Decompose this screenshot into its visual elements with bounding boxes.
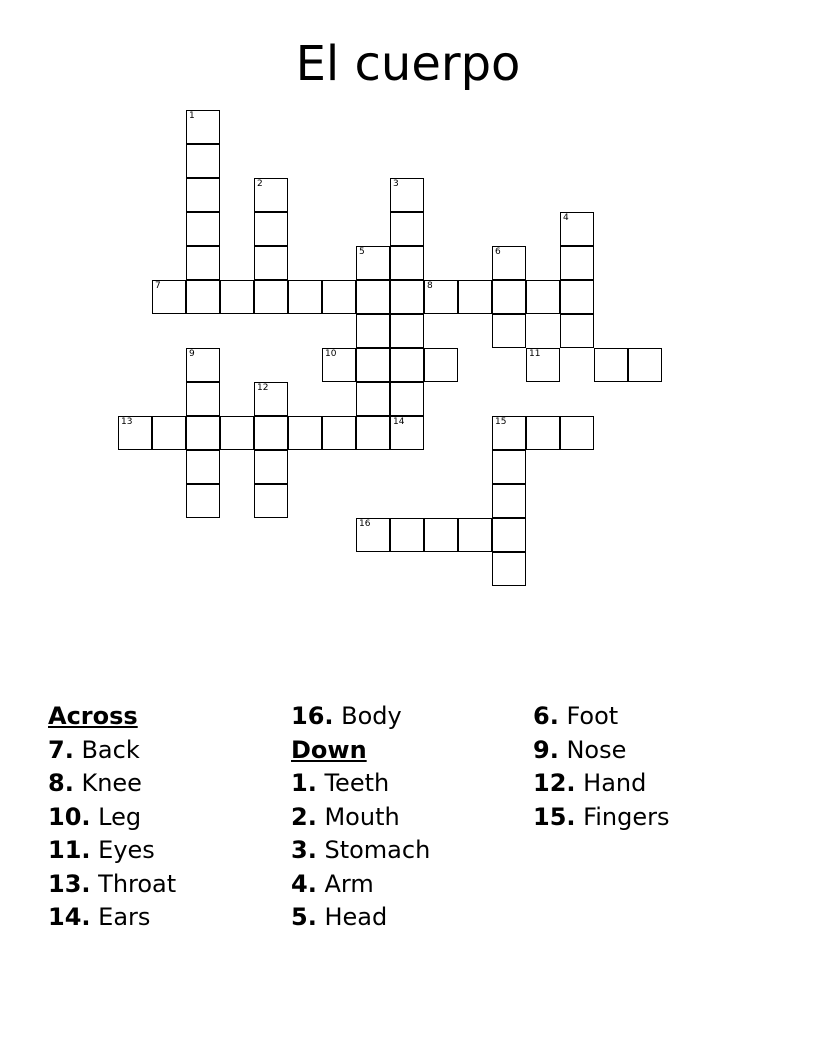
grid-cell[interactable] xyxy=(322,348,356,382)
grid-cell[interactable] xyxy=(560,280,594,314)
clue-column-2 xyxy=(291,700,531,935)
grid-cell[interactable] xyxy=(390,212,424,246)
cell-number: 9 xyxy=(189,349,195,359)
grid-cell[interactable] xyxy=(492,450,526,484)
grid-cell[interactable] xyxy=(356,246,390,280)
clue-item xyxy=(291,801,531,835)
clue-item xyxy=(533,767,773,801)
clue-item xyxy=(291,834,531,868)
clue-heading: Down xyxy=(291,735,367,764)
clue-item xyxy=(48,834,288,868)
clue-text: Stomach xyxy=(324,836,431,864)
clue-heading: Across xyxy=(48,702,138,730)
grid-cell[interactable] xyxy=(186,110,220,144)
cell-number: 5 xyxy=(359,247,365,257)
cell-number: 8 xyxy=(427,281,433,291)
grid-cell[interactable] xyxy=(628,348,662,382)
clue-column-1 xyxy=(48,700,288,935)
grid-cell[interactable] xyxy=(390,246,424,280)
clue-text: Nose xyxy=(566,735,627,764)
grid-cell[interactable] xyxy=(560,212,594,246)
clue-text: Ears xyxy=(98,903,151,931)
clue-number: 10. xyxy=(48,802,91,831)
clue-text: Fingers xyxy=(583,802,670,831)
grid-cell[interactable] xyxy=(594,348,628,382)
cell-number: 1 xyxy=(189,111,195,121)
grid-cell[interactable] xyxy=(424,280,458,314)
clue-item xyxy=(48,734,288,768)
grid-cell[interactable] xyxy=(152,416,186,450)
grid-cell[interactable] xyxy=(254,246,288,280)
clue-number: 6. xyxy=(533,702,559,730)
grid-cell[interactable] xyxy=(492,552,526,586)
clue-number: 7. xyxy=(48,735,74,764)
clue-item xyxy=(291,868,531,902)
cell-number: 14 xyxy=(393,417,405,427)
clue-text: Body xyxy=(341,702,402,730)
grid-cell[interactable] xyxy=(492,280,526,314)
cell-number: 16 xyxy=(359,519,371,529)
grid-cell[interactable] xyxy=(186,484,220,518)
grid-cell[interactable] xyxy=(390,314,424,348)
cell-number: 15 xyxy=(495,417,507,427)
cell-number: 2 xyxy=(257,179,263,189)
grid-cell[interactable] xyxy=(390,518,424,552)
clue-text: Eyes xyxy=(98,836,155,864)
grid-cell[interactable] xyxy=(186,450,220,484)
clue-text: Hand xyxy=(583,769,647,797)
cell-number: 7 xyxy=(155,281,161,291)
clue-number: 5. xyxy=(291,903,317,931)
grid-cell[interactable] xyxy=(118,416,152,450)
grid-cell[interactable] xyxy=(492,314,526,348)
grid-cell[interactable] xyxy=(458,518,492,552)
grid-cell[interactable] xyxy=(254,450,288,484)
grid-cell[interactable] xyxy=(356,416,390,450)
grid-cell[interactable] xyxy=(254,382,288,416)
clue-text: Leg xyxy=(98,802,142,831)
grid-cell[interactable] xyxy=(356,280,390,314)
grid-cell[interactable] xyxy=(186,178,220,212)
grid-cell[interactable] xyxy=(526,348,560,382)
grid-cell[interactable] xyxy=(220,280,254,314)
grid-cell[interactable] xyxy=(458,280,492,314)
clue-number: 13. xyxy=(48,869,91,898)
grid-cell[interactable] xyxy=(356,518,390,552)
grid-cell[interactable] xyxy=(254,212,288,246)
clue-text: Teeth xyxy=(324,769,390,797)
cell-number: 12 xyxy=(257,383,269,393)
grid-cell[interactable] xyxy=(492,484,526,518)
clue-text: Throat xyxy=(98,869,177,898)
grid-cell[interactable] xyxy=(186,212,220,246)
clue-number: 15. xyxy=(533,802,576,831)
grid-cell[interactable] xyxy=(322,280,356,314)
grid-cell[interactable] xyxy=(492,246,526,280)
grid-cell[interactable] xyxy=(254,484,288,518)
grid-cell[interactable] xyxy=(526,416,560,450)
clue-number: 11. xyxy=(48,836,91,864)
grid-cell[interactable] xyxy=(560,314,594,348)
grid-cell[interactable] xyxy=(186,144,220,178)
clue-text: Mouth xyxy=(324,802,400,831)
clue-item xyxy=(533,734,773,768)
clue-text: Foot xyxy=(566,702,619,730)
clue-item xyxy=(48,868,288,902)
grid-cell[interactable] xyxy=(424,348,458,382)
cell-number: 6 xyxy=(495,247,501,257)
grid-cell[interactable] xyxy=(390,178,424,212)
clue-item xyxy=(533,801,773,835)
clue-number: 4. xyxy=(291,869,317,898)
grid-cell[interactable] xyxy=(288,280,322,314)
grid-cell[interactable] xyxy=(254,280,288,314)
cell-number: 11 xyxy=(529,349,541,359)
grid-cell[interactable] xyxy=(186,382,220,416)
grid-cell[interactable] xyxy=(254,178,288,212)
grid-cell[interactable] xyxy=(220,416,254,450)
grid-cell[interactable] xyxy=(322,416,356,450)
clue-text: Back xyxy=(81,735,140,764)
grid-cell[interactable] xyxy=(390,382,424,416)
grid-cell[interactable] xyxy=(390,348,424,382)
clue-item xyxy=(48,801,288,835)
clue-item xyxy=(291,767,531,801)
clue-number: 16. xyxy=(291,702,334,730)
clue-text: Knee xyxy=(81,769,142,797)
grid-cell[interactable] xyxy=(492,518,526,552)
grid-cell[interactable] xyxy=(186,416,220,450)
clue-number: 3. xyxy=(291,836,317,864)
grid-cell[interactable] xyxy=(288,416,322,450)
clue-item xyxy=(48,901,288,935)
cell-number: 10 xyxy=(325,349,337,359)
grid-cell[interactable] xyxy=(526,280,560,314)
grid-cell[interactable] xyxy=(186,246,220,280)
cell-number: 4 xyxy=(563,213,569,223)
grid-cell[interactable] xyxy=(560,416,594,450)
clue-number: 1. xyxy=(291,769,317,797)
clue-number: 14. xyxy=(48,903,91,931)
clue-number: 9. xyxy=(533,735,559,764)
grid-cell[interactable] xyxy=(152,280,186,314)
grid-cell[interactable] xyxy=(186,348,220,382)
cell-number: 3 xyxy=(393,179,399,189)
grid-cell[interactable] xyxy=(356,348,390,382)
grid-cell[interactable] xyxy=(492,416,526,450)
clue-item xyxy=(48,767,288,801)
grid-cell[interactable] xyxy=(186,280,220,314)
clue-number: 8. xyxy=(48,769,74,797)
clue-item xyxy=(533,700,773,734)
clue-text: Arm xyxy=(324,869,374,898)
cell-number: 13 xyxy=(121,417,133,427)
clue-number: 2. xyxy=(291,802,317,831)
grid-cell[interactable] xyxy=(356,314,390,348)
clue-number: 12. xyxy=(533,769,576,797)
grid-cell[interactable] xyxy=(254,416,288,450)
clue-item xyxy=(291,700,531,734)
grid-cell[interactable] xyxy=(424,518,458,552)
clue-list xyxy=(0,700,816,960)
grid-cell[interactable] xyxy=(560,246,594,280)
grid-cell[interactable] xyxy=(390,416,424,450)
puzzle-title: El cuerpo xyxy=(295,36,521,92)
grid-cell[interactable] xyxy=(356,382,390,416)
grid-cell[interactable] xyxy=(390,280,424,314)
clue-column-3 xyxy=(533,700,773,834)
clue-text: Head xyxy=(324,903,388,931)
clue-item xyxy=(291,901,531,935)
